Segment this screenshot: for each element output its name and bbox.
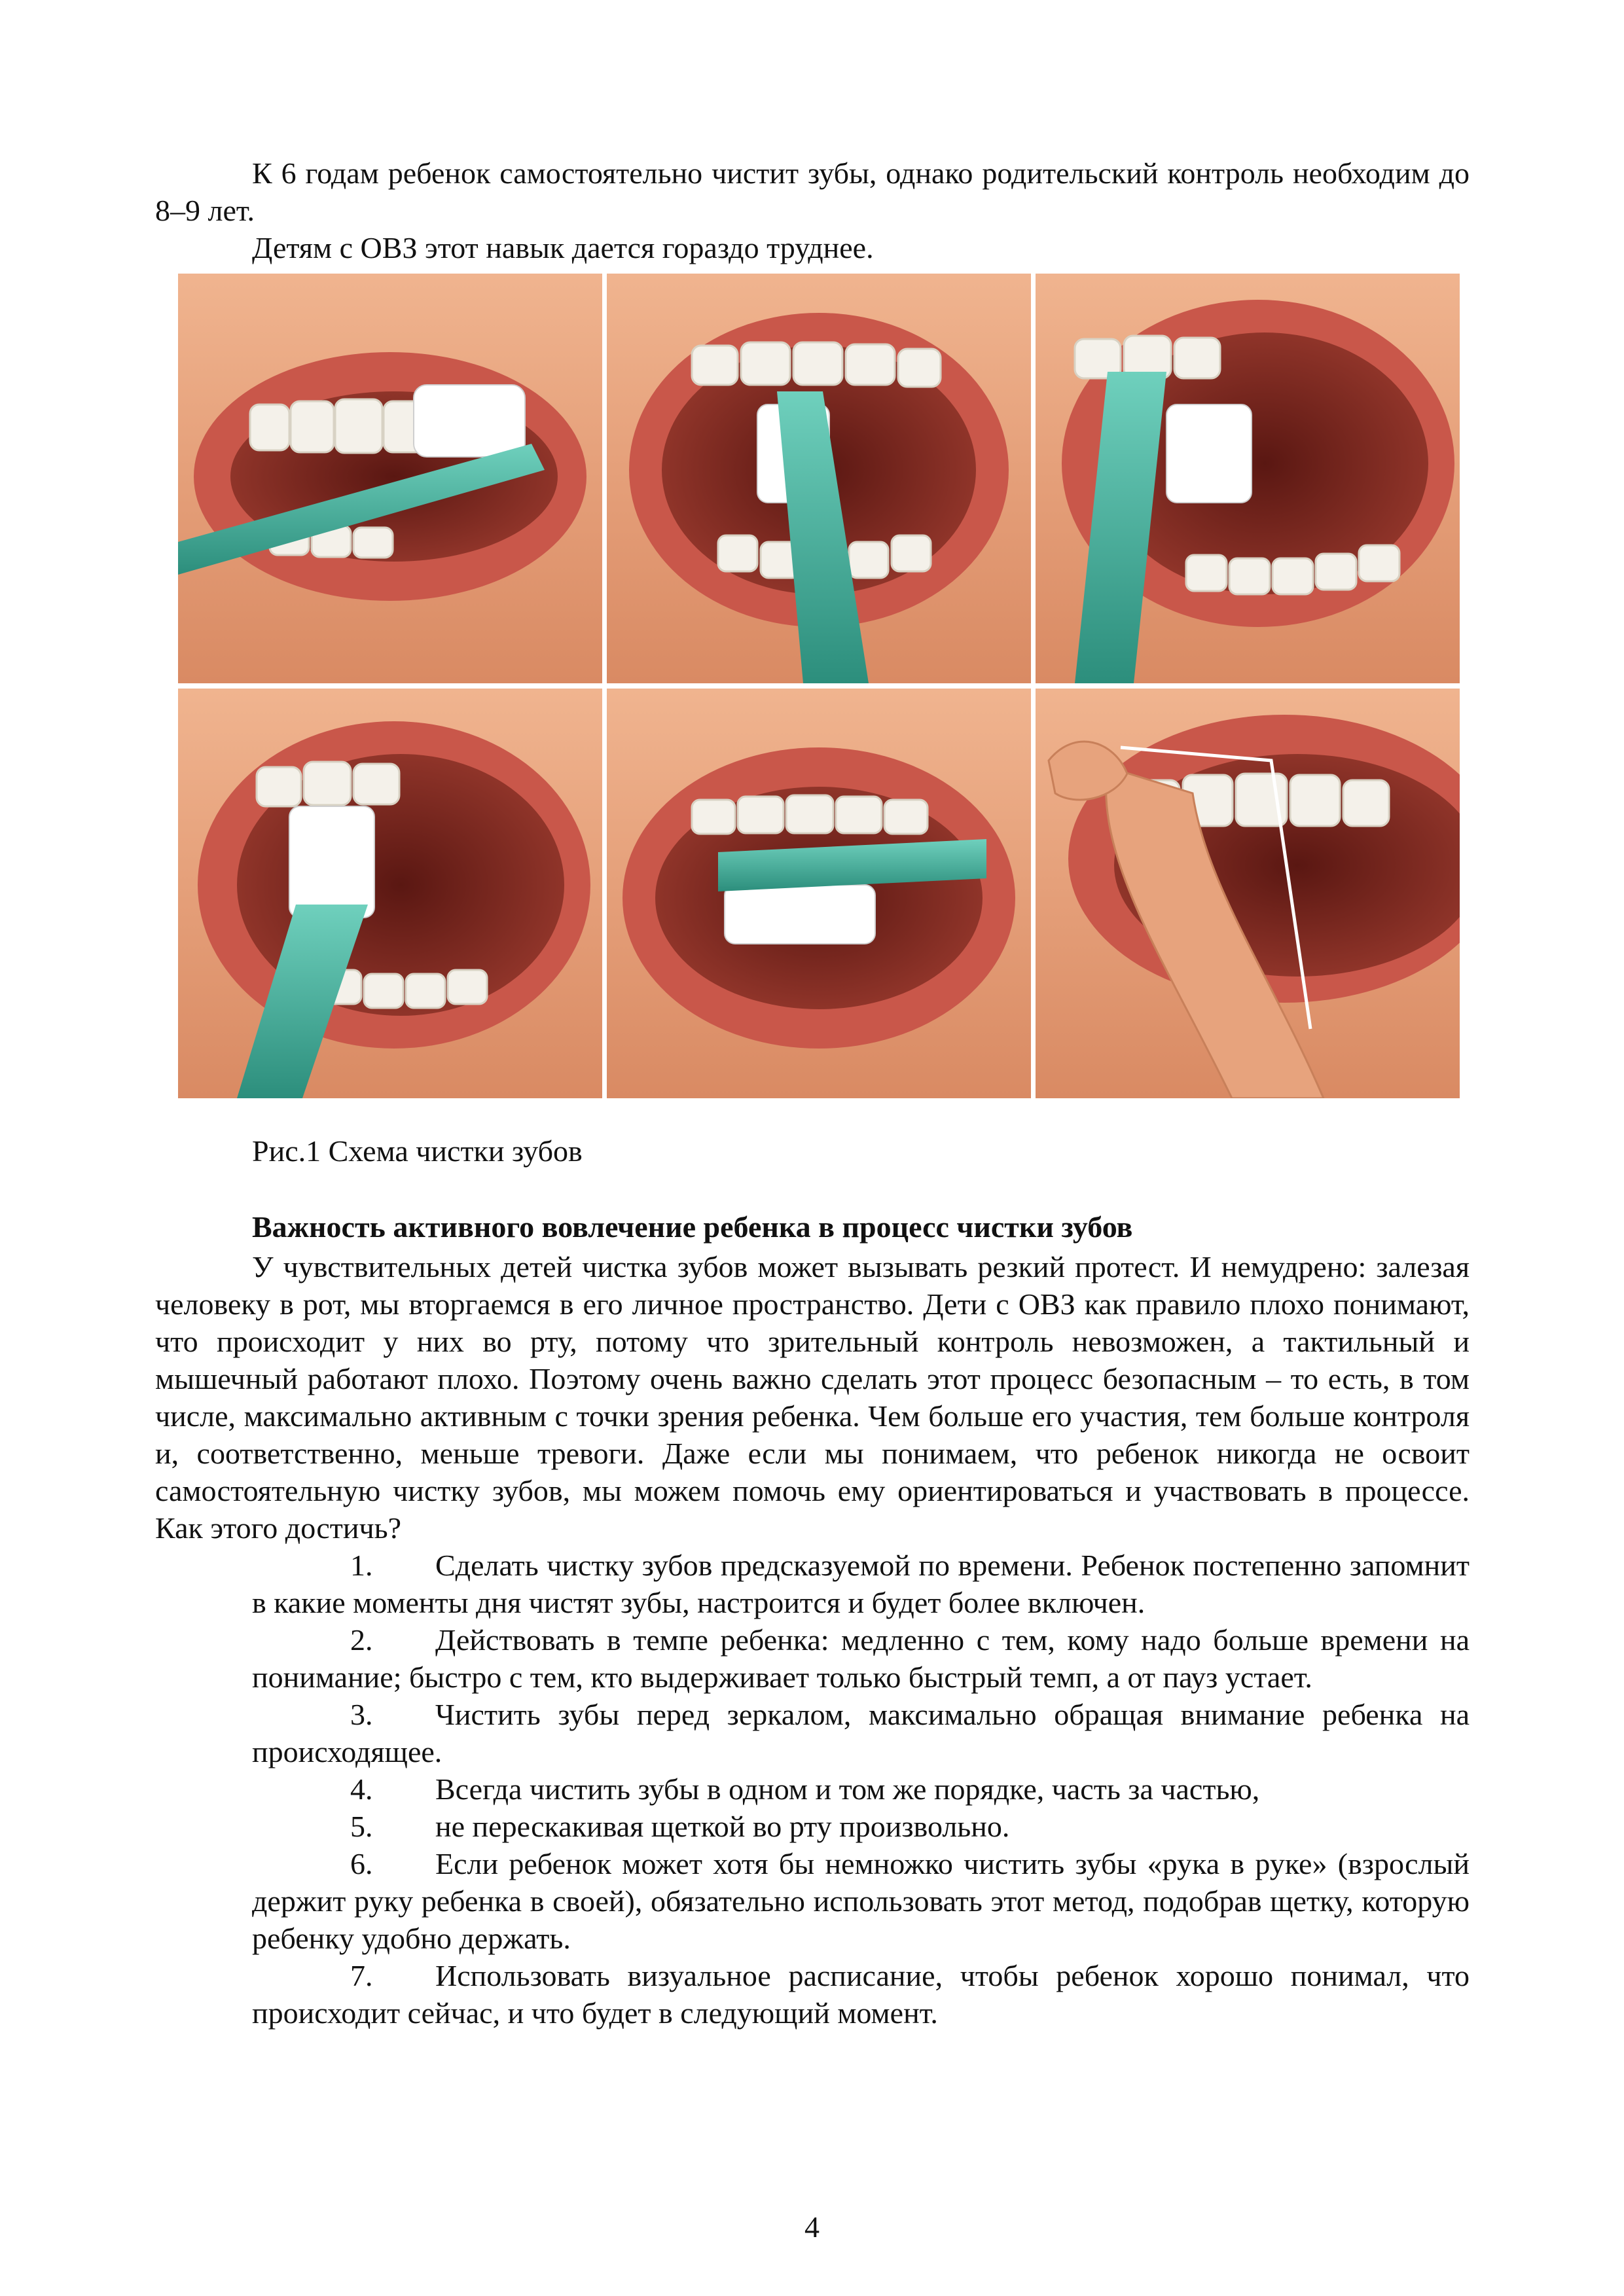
list-item-number: 1. xyxy=(350,1549,373,1582)
toothbrushing-figure xyxy=(178,274,1460,1098)
list-item-text: Использовать визуальное расписание, чтобы ребенок хорошо понимал, что происходит сейчас, и что будет в следующий момент. xyxy=(252,1959,1470,2030)
list-item xyxy=(252,1770,1470,1808)
list-item-text: Всегда чистить зубы в одном и том же порядке, часть за частью, xyxy=(435,1772,1260,1806)
page-number: 4 xyxy=(804,2210,820,2244)
section-block xyxy=(155,1208,1470,2032)
figure-panel-2 xyxy=(607,274,1031,683)
toothbrushing-illustration-grid xyxy=(178,274,1460,1098)
list-item xyxy=(252,1621,1470,1696)
list-item-text: Чистить зубы перед зеркалом, максимально обращая внимание ребенка на происходящее. xyxy=(252,1698,1470,1768)
list-item-text: Действовать в темпе ребенка: медленно с тем, кому надо больше времени на понимание; быстро с тем, кто выдерживает только быстрый темп, а от пауз устает. xyxy=(252,1623,1470,1694)
list-item-text: не перескакивая щеткой во рту произвольно. xyxy=(435,1810,1010,1843)
list-item xyxy=(252,1808,1470,1845)
recommendations-list xyxy=(155,1547,1470,2032)
figure-panel-6 xyxy=(1036,689,1460,1098)
figure-panel-3 xyxy=(1036,274,1460,683)
intro-paragraph-1: К 6 годам ребенок самостоятельно чистит зубы, однако родительский контроль необходим до 8–9 лет. xyxy=(155,156,1470,227)
list-item-text: Сделать чистку зубов предсказуемой по времени. Ребенок постепенно запомнит в какие моменты дня чистят зубы, настроится и будет более включен. xyxy=(252,1549,1470,1619)
list-item-number: 7. xyxy=(350,1959,373,1992)
list-item-text: Если ребенок может хотя бы немножко чистить зубы «рука в руке» (взрослый держит руку ребенка в своей), обязательно использовать этот метод, подобрав щетку, которую ребенку удобно держать. xyxy=(252,1847,1470,1955)
section-paragraph: У чувствительных детей чистка зубов может вызывать резкий протест. И немудрено: залезая человеку в рот, мы вторгаемся в его личное пространство. Дети с ОВЗ как правило плохо понимают, что происходит у них во рту, потому что зрительный контроль невозможен, а тактильный и мышечный работают плохо. Поэтому очень важно сделать этот процесс безопасным – то есть, в том числе, максимально активным с точки зрения ребенка. Чем больше его участия, тем больше контроля и, соответственно, меньше тревоги. Даже если мы понимаем, что ребенок никогда не освоит самостоятельную чистку зубов, мы можем помочь ему ориентироваться и участвовать в процессе. Как этого достичь? xyxy=(155,1250,1470,1545)
section-heading: Важность активного вовлечение ребенка в процесс чистки зубов xyxy=(252,1210,1133,1244)
intro-block xyxy=(155,154,1470,266)
intro-paragraph-2: Детям с ОВЗ этот навык дается гораздо труднее. xyxy=(252,231,874,264)
figure-caption: Рис.1 Схема чистки зубов xyxy=(252,1134,583,1168)
figure-panel-4 xyxy=(178,689,602,1098)
list-item xyxy=(252,1957,1470,2032)
list-item xyxy=(252,1547,1470,1621)
list-item-number: 6. xyxy=(350,1847,373,1880)
list-item-number: 2. xyxy=(350,1623,373,1657)
list-item-number: 5. xyxy=(350,1810,373,1843)
list-item xyxy=(252,1696,1470,1770)
list-item-number: 4. xyxy=(350,1772,373,1806)
list-item-number: 3. xyxy=(350,1698,373,1731)
figure-panel-5 xyxy=(607,689,1031,1098)
figure-panel-1 xyxy=(178,274,602,683)
list-item xyxy=(252,1845,1470,1957)
